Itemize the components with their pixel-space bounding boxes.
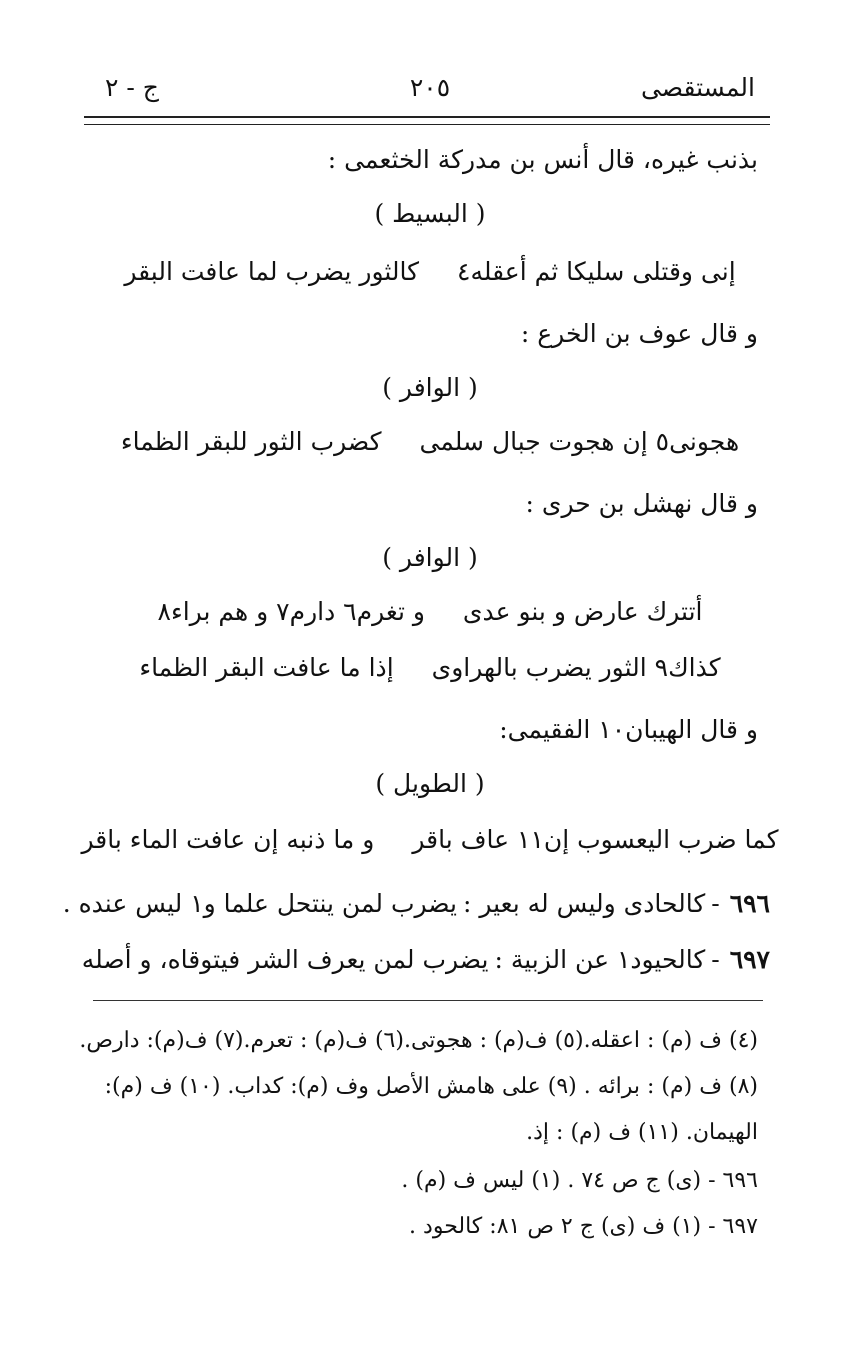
verse-first-hemistich: هجونى٥ إن هجوت جبال سلمى	[419, 427, 740, 456]
attribution-line: و قال نهشل بن حرى :	[525, 489, 758, 518]
attribution-line: و قال عوف بن الخرع :	[520, 319, 758, 348]
entry-dash: -	[711, 889, 720, 918]
verse-line	[90, 250, 770, 294]
verse-first-hemistich: إنى وقتلى سليكا ثم أعقله٤	[457, 257, 736, 286]
proverb-headword: كالحيود١ عن الزبية :	[494, 945, 706, 974]
book-title: المستقصى	[640, 73, 755, 102]
verse-line	[90, 420, 770, 464]
footnote-line: الهيمان. (١١) ف (م) : إذ.	[526, 1120, 758, 1145]
entry-number: ٦٩٦	[729, 889, 770, 918]
proverb-entry	[81, 938, 770, 982]
footnote-line: (٤) ف (م) : اعقله.(٥) ف(م) : هجوتى.(٦) ف(م) : تعرم.(٧) ف(م): دارص.	[79, 1028, 758, 1053]
verse-first-hemistich: كما ضرب اليعسوب إن١١ عاف باقر	[412, 825, 779, 854]
verse-second-hemistich: كضرب الثور للبقر الظماء	[120, 427, 382, 456]
main-text	[62, 0, 779, 1000]
verse-first-hemistich: أتترك عارض و بنو عدى	[462, 597, 703, 626]
footnote-line: ٦٩٦ - (ى) ج ص ٧٤ . (١) ليس ف (م) .	[401, 1168, 758, 1193]
meter-label: ( الوافر )	[382, 543, 478, 572]
entry-text: يضرب لمن يعرف الشر فيتوقاه، و أصله	[81, 945, 489, 974]
proverb-entry	[62, 882, 770, 926]
volume-label: ج - ٢	[105, 73, 159, 102]
verse-second-hemistich: و تغرم٦ دارم٧ و هم براء٨	[157, 597, 425, 626]
meter-label: ( البسيط )	[374, 199, 486, 228]
entry-text: يضرب لمن ينتحل علما و١ ليس عنده .	[62, 889, 457, 918]
meter-label: ( الطويل )	[375, 769, 485, 798]
proverb-headword: كالحادى وليس له بعير :	[462, 889, 706, 918]
intro-line: بذنب غيره، قال أنس بن مدركة الخثعمى :	[327, 145, 758, 174]
page-number: ٢٠٥	[409, 73, 451, 102]
verse-line	[90, 590, 770, 634]
footnote-line: ٦٩٧ - (١) ف (ى) ج ٢ ص ٨١: كالحود .	[409, 1214, 758, 1239]
verse-second-hemistich: إذا ما عافت البقر الظماء	[139, 653, 394, 682]
entry-dash: -	[711, 945, 720, 974]
attribution-line: و قال الهيبان١٠ الفقيمى:	[499, 715, 758, 744]
verse-first-hemistich: كذاك٩ الثور يضرب بالهراوى	[431, 653, 721, 682]
meter-label: ( الوافر )	[382, 373, 478, 402]
verse-second-hemistich: كالثور يضرب لما عافت البقر	[124, 257, 420, 286]
verse-line	[81, 818, 779, 862]
footnote-line: (٨) ف (م) : برائه . (٩) على هامش الأصل وف (م): كداب. (١٠) ف (م):	[104, 1074, 758, 1099]
footnote-separator	[93, 1000, 763, 1001]
verse-second-hemistich: و ما ذنبه إن عافت الماء باقر	[81, 825, 375, 854]
entry-number: ٦٩٧	[729, 945, 770, 974]
verse-line	[90, 646, 770, 690]
